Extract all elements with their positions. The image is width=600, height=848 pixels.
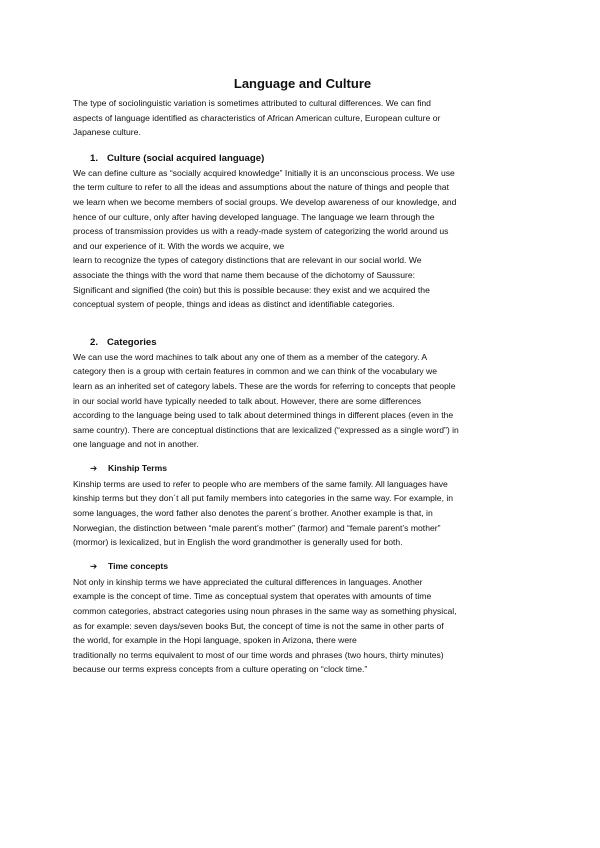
culture-line: associate the things with the word that name them because of the dichotomy of Saussure: <box>73 269 416 280</box>
subheading-kinship <box>90 461 532 475</box>
time-line: because our terms express concepts from a culture operating on “clock time.” <box>73 664 368 675</box>
time-line: Not only in kinship terms we have appreciated the cultural differences in languages. Another <box>73 576 423 587</box>
subheading-time <box>90 559 532 573</box>
section-number: 2. <box>90 336 99 348</box>
kinship-line: Norwegian, the distinction between “male parent’s mother” (farmor) and “female parent’s mother” <box>73 522 441 533</box>
kinship-line: (mormor) is lexicalized, but in English the word grandmother is generally used for both. <box>73 537 403 548</box>
culture-line: Significant and signified (the coin) but this is possible because: they exist and we acquired the <box>73 284 430 295</box>
arrow-icon: ➔ <box>90 560 98 571</box>
categories-line: category then is a group with certain features in common and we can think of the vocabulary we <box>73 366 438 377</box>
culture-line: hence of our culture, only after having developed language. The language we learn through the <box>73 211 435 222</box>
section-heading-text: Categories <box>107 336 157 348</box>
time-line: example is the concept of time. Time as conceptual system that operates with amounts of time <box>73 591 432 602</box>
section-heading-culture <box>90 152 532 166</box>
kinship-line: some languages, the word father also denotes the parent´s brother. Another example is that, in <box>73 508 433 519</box>
arrow-icon: ➔ <box>90 462 98 473</box>
culture-line: we learn when we become members of social groups. We develop awareness of our knowledge, and <box>73 196 457 207</box>
kinship-line: kinship terms but they don´t all put family members into categories in the same way. For example, in <box>73 493 454 504</box>
intro-line: aspects of language identified as characteristics of African American culture, European culture or <box>73 112 441 123</box>
section-heading-categories <box>90 336 532 350</box>
intro-line: Japanese culture. <box>73 127 141 138</box>
culture-line: process of transmission provides us with a ready-made system of categorizing the world around us <box>73 226 449 237</box>
culture-line: conceptual system of people, things and ideas as distinct and identifiable categories. <box>73 299 395 310</box>
categories-line: according to the language being used to talk about determined things in different places (even in the <box>73 410 454 421</box>
categories-line: one language and not in another. <box>73 439 199 450</box>
categories-line: same country). There are conceptual distinctions that are lexicalized (“expressed as a single word”) in <box>73 424 459 435</box>
time-line: traditionally no terms equivalent to most of our time words and phrases (two hours, thirty minutes) <box>73 649 444 660</box>
intro-line: The type of sociolinguistic variation is sometimes attributed to cultural differences. We can find <box>73 98 431 108</box>
categories-line: learn as an inherited set of category labels. These are the words for referring to concepts that people <box>73 380 456 391</box>
culture-line: and our experience of it. With the words we acquire, we <box>73 240 285 251</box>
culture-line: We can define culture as “socially acquired knowledge” Initially it is an unconscious process. We use <box>73 167 455 178</box>
subheading-text: Time concepts <box>108 560 169 571</box>
section-heading-text: Culture (social acquired language) <box>107 152 265 164</box>
culture-line: learn to recognize the types of category distinctions that are relevant in our social world. We <box>73 255 422 266</box>
time-line: common categories, abstract categories using noun phrases in the same way as something physical, <box>73 606 457 617</box>
page-title: Language and Culture <box>233 76 372 91</box>
categories-line: in our social world have typically needed to talk about. However, there are some differences <box>73 395 422 406</box>
section-number: 1. <box>90 152 99 164</box>
subheading-text: Kinship Terms <box>108 462 168 473</box>
kinship-line: Kinship terms are used to refer to people who are members of the same family. All languages have <box>73 478 448 489</box>
culture-line: the term culture to refer to all the ideas and assumptions about the nature of things and people that <box>73 182 449 193</box>
categories-line: We can use the word machines to talk about any one of them as a member of the category. A <box>73 351 428 362</box>
time-line: as for example: seven days/seven books But, the concept of time is not the same in other parts of <box>73 620 444 631</box>
time-line: the world, for example in the Hopi language, spoken in Arizona, there were <box>73 635 357 646</box>
